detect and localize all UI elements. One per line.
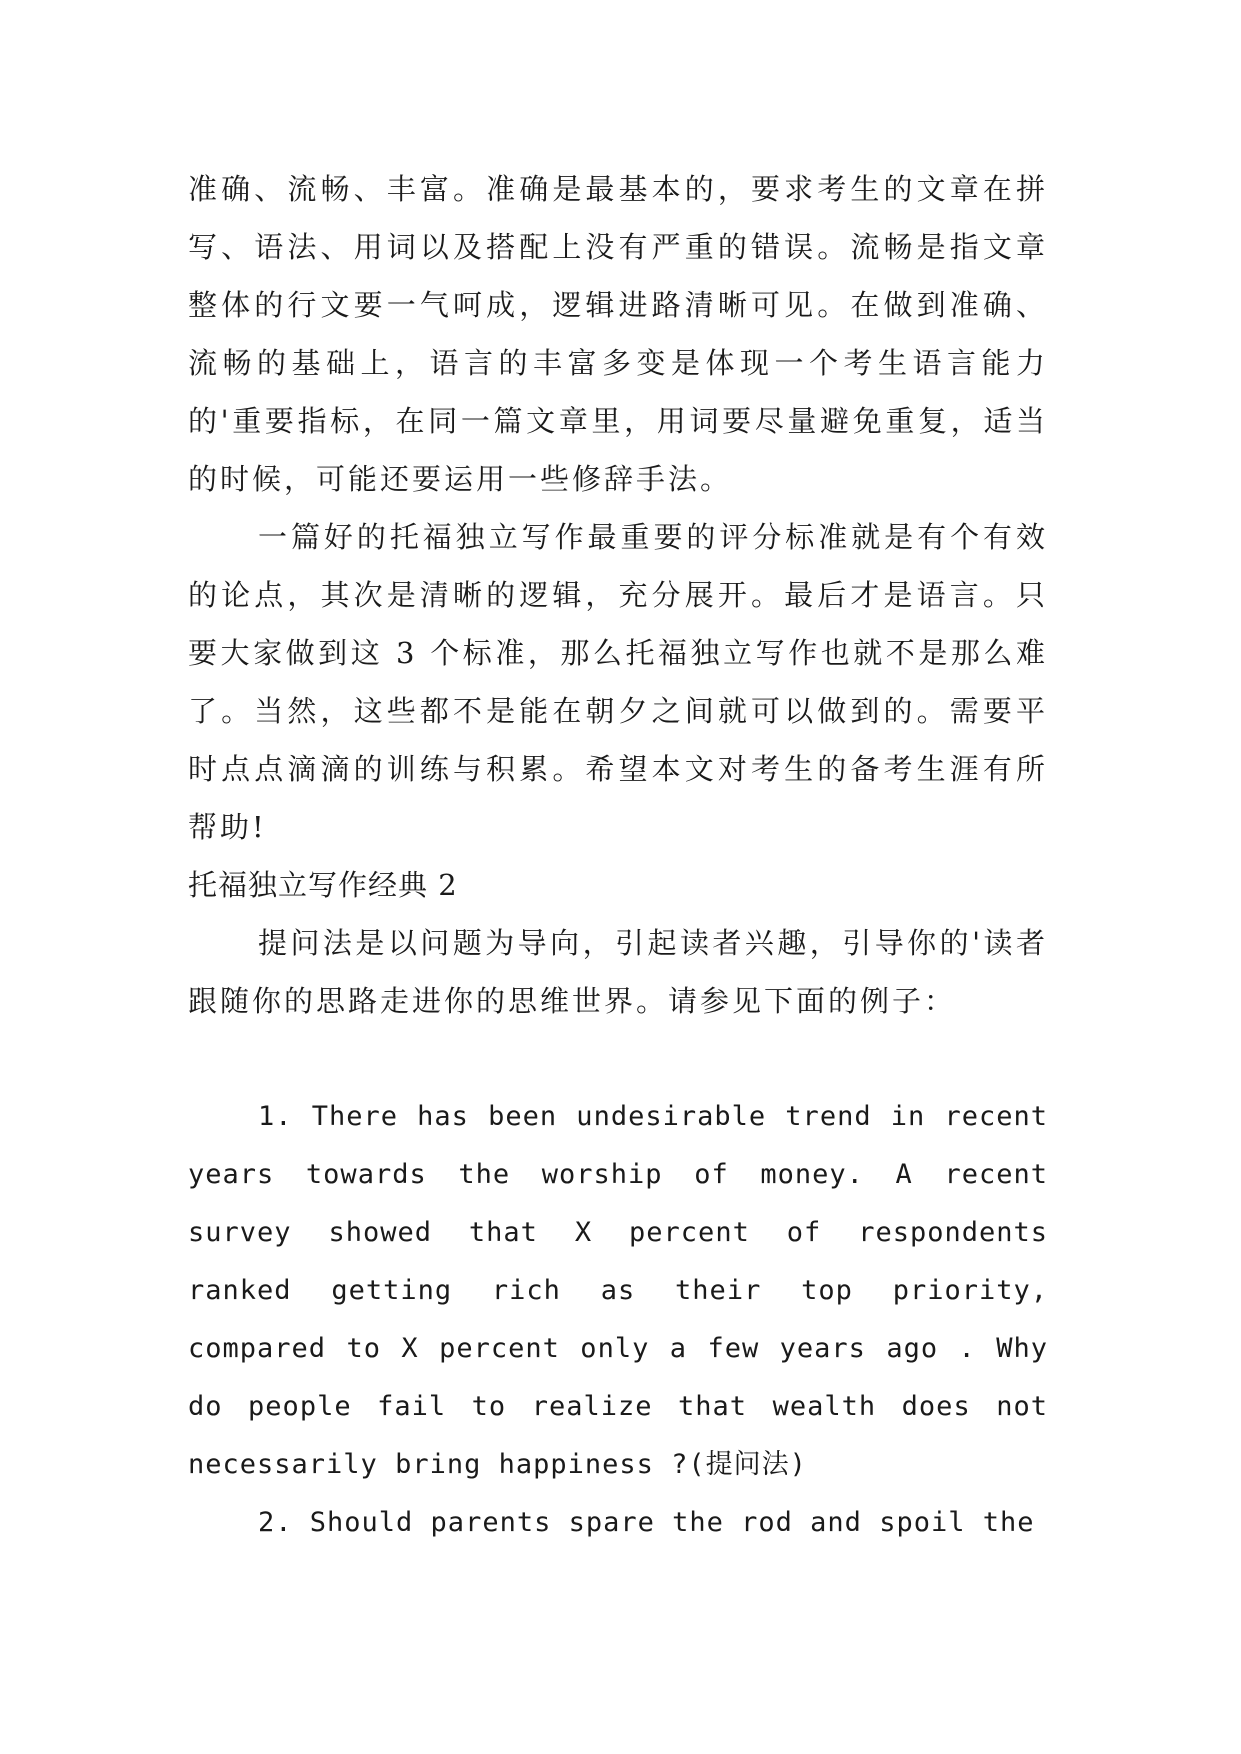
example-2: 2. Should parents spare the rod and spoil the <box>258 1507 1035 1538</box>
example-1: 1. There has been undesirable trend in recent years towards the worship of money. A recent survey showed that X percent of respondents ranked getting rich as their top priority, compared to X percent only a few years ago . Why do people fail to realize that wealth does not necessarily bring happiness ?(提问法) <box>188 1101 1048 1480</box>
section-heading: 托福独立写作经典 2 <box>188 868 458 902</box>
paragraph-question-method: 提问法是以问题为导向，引起读者兴趣，引导你的'读者跟随你的思路走进你的思维世界。请参见下面的例子： <box>188 926 1048 1018</box>
paragraph-scoring-criteria: 一篇好的托福独立写作最重要的评分标准就是有个有效的论点，其次是清晰的逻辑，充分展开。最后才是语言。只要大家做到这 3 个标准，那么托福独立写作也就不是那么难了。当然，这些都不是能在朝夕之间就可以做到的。需要平时点点滴滴的训练与积累。希望本文对考生的备考生涯有所帮助! <box>188 520 1048 844</box>
paragraph-accuracy-fluency: 准确、流畅、丰富。准确是最基本的，要求考生的文章在拼写、语法、用词以及搭配上没有严重的错误。流畅是指文章整体的行文要一气呵成，逻辑进路清晰可见。在做到准确、流畅的基础上，语言的丰富多变是体现一个考生语言能力的'重要指标，在同一篇文章里，用词要尽量避免重复，适当的时候，可能还要运用一些修辞手法。 <box>188 172 1048 496</box>
document-body <box>188 160 1048 1552</box>
blank-line <box>188 1030 1048 1088</box>
